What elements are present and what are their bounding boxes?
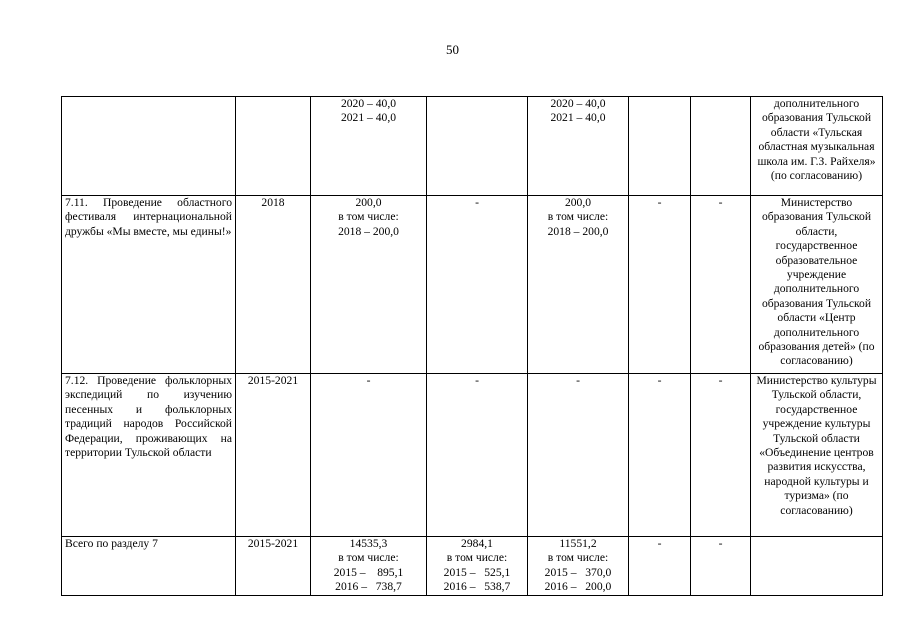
period-cell [236, 97, 311, 196]
year-amount: 2020 – 40,0 [340, 97, 397, 110]
federal-amount: - [475, 374, 479, 387]
including-label: в том числе: [547, 210, 609, 224]
year-amount: 2015 – 525,1 [443, 565, 511, 579]
activity-name-cell: Всего по разделу 7 [62, 537, 236, 596]
year-amount: 2015 – 370,0 [544, 565, 612, 579]
total-funding-cell [311, 374, 427, 537]
year-amount: 2020 – 40,0 [550, 97, 606, 110]
year-amount: 2016 – 538,7 [443, 580, 511, 594]
regional-funding-cell [528, 537, 629, 596]
local-funding-cell [629, 97, 691, 196]
year-amount: 2016 – 738,7 [335, 580, 402, 594]
table-row [62, 97, 883, 196]
including-label: в том числе: [338, 551, 399, 565]
including-label: в том числе: [446, 551, 508, 565]
year-amount: 2016 – 200,0 [544, 580, 612, 594]
activity-name-cell: 7.12. Проведение фольклорных экспедиций по изучению песенных и фольклорных традиций народов Российской Федерации, проживающих на территории Тульской области [62, 374, 236, 537]
other-funding-cell: - [691, 196, 751, 374]
year-amount: 2018 – 200,0 [547, 224, 609, 238]
local-funding-cell: - [629, 196, 691, 374]
local-funding-cell: - [629, 374, 691, 537]
period-cell: 2015-2021 [236, 374, 311, 537]
year-amount: 2021 – 40,0 [340, 111, 397, 125]
federal-funding-cell [427, 97, 528, 196]
page-number: 50 [446, 42, 459, 57]
table-row [62, 537, 883, 596]
program-activities-table [61, 96, 883, 596]
regional-amount: 11551,2 [559, 537, 597, 550]
other-funding-cell: - [691, 374, 751, 537]
year-amount: 2015 – 895,1 [333, 565, 404, 579]
period-cell: 2015-2021 [236, 537, 311, 596]
activity-name-cell: 7.11. Проведение областного фестиваля интернациональной дружбы «Мы вместе, мы едины!» [62, 196, 236, 374]
table-row [62, 196, 883, 374]
regional-amount: - [576, 374, 580, 387]
federal-funding-cell [427, 374, 528, 537]
including-label: в том числе: [547, 551, 609, 565]
year-amount: 2018 – 200,0 [338, 224, 399, 238]
executor-cell: Министерство образования Тульской области, государственное образовательное учреждение дополнительного образования Тульской области «Центр дополнительного образования детей» (по согласованию) [751, 196, 883, 374]
total-funding-cell [311, 97, 427, 196]
other-funding-cell [691, 97, 751, 196]
other-funding-cell: - [691, 537, 751, 596]
executor-cell: Министерство культуры Тульской области, государственное учреждение культуры Тульской области «Объединение центров развития искусства, народной культуры и туризма» (по согласованию) [751, 374, 883, 537]
activity-name-cell [62, 97, 236, 196]
table-row [62, 374, 883, 537]
regional-funding-cell [528, 196, 629, 374]
total-amount: - [366, 374, 371, 387]
regional-funding-cell [528, 97, 629, 196]
regional-amount: 200,0 [564, 196, 592, 209]
federal-amount: 2984,1 [461, 537, 493, 550]
including-label: в том числе: [338, 210, 399, 224]
federal-funding-cell [427, 537, 528, 596]
executor-cell [751, 537, 883, 596]
regional-funding-cell [528, 374, 629, 537]
period-cell: 2018 [236, 196, 311, 374]
total-amount: 14535,3 [349, 537, 388, 550]
local-funding-cell: - [629, 537, 691, 596]
total-funding-cell [311, 537, 427, 596]
executor-cell: дополнительного образования Тульской области «Тульская областная музыкальная школа им. Г.З. Райхеля» (по согласованию) [751, 97, 883, 196]
federal-amount: - [475, 196, 479, 209]
total-funding-cell [311, 196, 427, 374]
total-amount: 200,0 [355, 196, 382, 209]
year-amount: 2021 – 40,0 [550, 111, 606, 125]
federal-funding-cell [427, 196, 528, 374]
